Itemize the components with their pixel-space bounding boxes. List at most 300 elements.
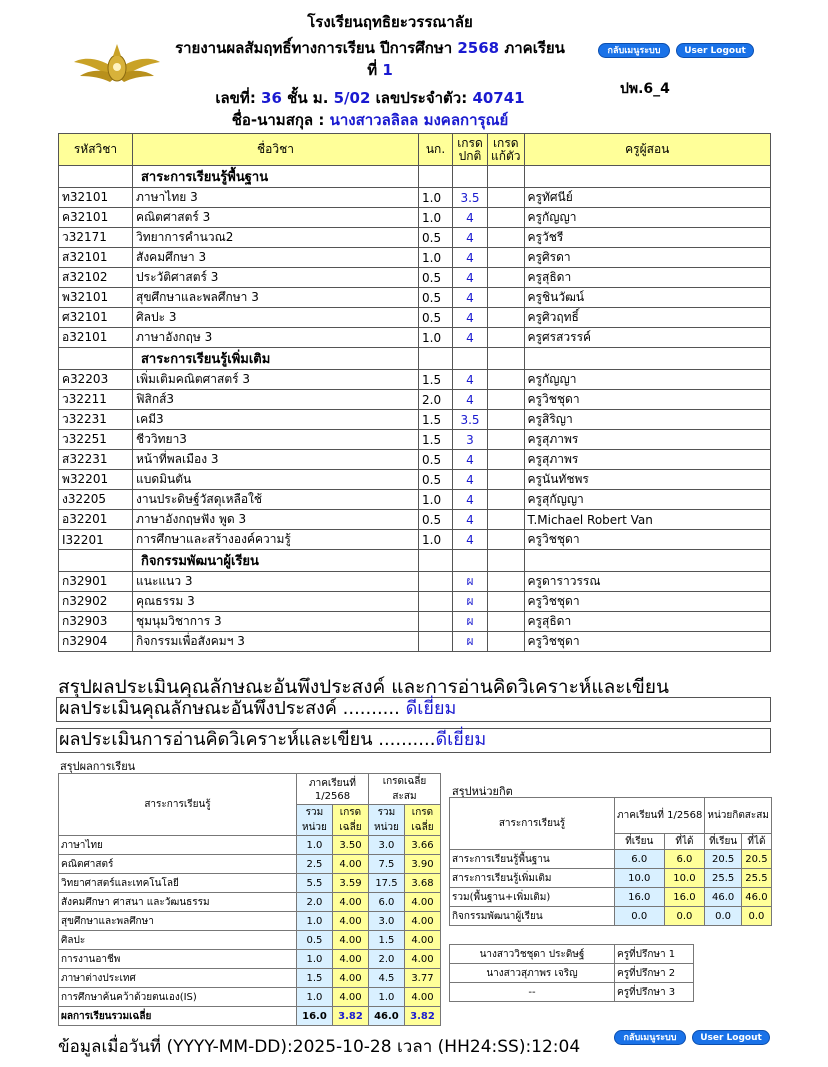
term-gpa: 3.82 [332, 1007, 368, 1026]
credit-cell [419, 348, 453, 370]
col-teacher: ครูผู้สอน [524, 134, 770, 166]
credit: 1.0 [419, 490, 453, 510]
teacher: T.Michael Robert Van [524, 510, 770, 530]
subject-name: ประวัติศาสตร์ 3 [133, 268, 419, 288]
regrade [488, 612, 525, 632]
acc-units: 6.0 [368, 893, 404, 912]
teacher: ครูกัญญา [524, 208, 770, 228]
footer-timestamp: ข้อมูลเมื่อวันที่ (YYYY-MM-DD):2025-10-28 เวลา (HH24:SS):12:04 [58, 1037, 581, 1057]
table-row [59, 612, 771, 632]
teacher: ครูนันทัชพร [524, 470, 770, 490]
subject-code: อ32101 [59, 328, 133, 348]
grade: 3.5 [453, 188, 488, 208]
credit: 1.0 [419, 328, 453, 348]
units-subject: สาระการเรียนรู้พื้นฐาน [450, 850, 615, 869]
summary-subject: ภาษาต่างประเทศ [59, 969, 297, 988]
regrade [488, 370, 525, 390]
grade: 4 [453, 328, 488, 348]
teacher: ครูวิชชุดา [524, 632, 770, 652]
credit [419, 612, 453, 632]
acc-gpa: 3.68 [404, 874, 440, 893]
summary-subject: วิทยาศาสตร์และเทคโนโลยี [59, 874, 297, 893]
char-assessment: ผลประเมินคุณลักษณะอันพึงประสงค์ .......... ดีเยี่ยม [56, 697, 771, 722]
term-gpa: 4.00 [332, 912, 368, 931]
subject-name: เพิ่มเติมคณิตศาสตร์ 3 [133, 370, 419, 390]
grade-cell [453, 348, 488, 370]
teacher: ครูศรสวรรค์ [524, 328, 770, 348]
table-row [59, 208, 771, 228]
table-row [59, 592, 771, 612]
grade: 4 [453, 370, 488, 390]
sum-h-gpa1: เกรด เฉลี่ย [332, 805, 368, 836]
credit [419, 572, 453, 592]
summary-row [59, 969, 441, 988]
grade: 4 [453, 208, 488, 228]
table-row [59, 430, 771, 450]
grade: 4 [453, 390, 488, 410]
term-units: 5.5 [297, 874, 333, 893]
subject-name: หน้าที่พลเมือง 3 [133, 450, 419, 470]
term-gpa: 4.00 [332, 950, 368, 969]
subject-name: ศิลปะ 3 [133, 308, 419, 328]
regrade [488, 208, 525, 228]
term-line: ที่ 1 [367, 61, 393, 79]
term-gpa: 3.50 [332, 836, 368, 855]
subject-code: พ32201 [59, 470, 133, 490]
table-row [59, 248, 771, 268]
teacher: ครูสิริญา [524, 410, 770, 430]
summary-subject: สุขศึกษาและพลศึกษา [59, 912, 297, 931]
subject-name: คุณธรรม 3 [133, 592, 419, 612]
acc-units: 7.5 [368, 855, 404, 874]
credit: 0.5 [419, 268, 453, 288]
student-info-line: เลขที่: 36 ชั้น ม. 5/02 เลขประจำตัว: 40741 [215, 89, 525, 107]
term-got: 10.0 [664, 869, 705, 888]
regrade [488, 572, 525, 592]
units-subject: สาระการเรียนรู้เพิ่มเติม [450, 869, 615, 888]
subject-code: ส32231 [59, 450, 133, 470]
school-name: โรงเรียนฤทธิยะวรรณาลัย [307, 13, 473, 31]
summary-subject: ศิลปะ [59, 931, 297, 950]
acc-units: 3.0 [368, 836, 404, 855]
advisor-role: ครูที่ปรึกษา 3 [615, 983, 694, 1002]
summary-subject: ผลการเรียนรวมเฉลี่ย [59, 1007, 297, 1026]
subject-name: สังคมศึกษา 3 [133, 248, 419, 268]
credit: 2.0 [419, 390, 453, 410]
assessment-title: สรุปผลประเมินคุณลักษณะอันพึงประสงค์ และการอ่านคิดวิเคราะห์และเขียน [58, 676, 670, 698]
empty-cell [59, 348, 133, 370]
empty-cell [59, 166, 133, 188]
grade-cell [453, 550, 488, 572]
summary-row [59, 912, 441, 931]
acc-gpa: 3.77 [404, 969, 440, 988]
units-table [449, 797, 772, 926]
term-got: 6.0 [664, 850, 705, 869]
credit: 0.5 [419, 470, 453, 490]
credit: 1.5 [419, 410, 453, 430]
subject-code: ว32231 [59, 410, 133, 430]
term-units: 1.0 [297, 912, 333, 931]
term-units: 1.0 [297, 988, 333, 1007]
subject-name: แบดมินตัน [133, 470, 419, 490]
grade-cell [453, 166, 488, 188]
credit: 1.5 [419, 430, 453, 450]
term-study: 10.0 [615, 869, 665, 888]
regrade [488, 430, 525, 450]
teacher: ครูวิชชุดา [524, 390, 770, 410]
col-regrade: เกรด แก้ตัว [488, 134, 525, 166]
subject-code: ก32902 [59, 592, 133, 612]
subject-code: อ32201 [59, 510, 133, 530]
term-units: 16.0 [297, 1007, 333, 1026]
regrade [488, 328, 525, 348]
summary-title: สรุปผลการเรียน [60, 760, 136, 773]
summary-subject: การงานอาชีพ [59, 950, 297, 969]
term-gpa: 4.00 [332, 855, 368, 874]
units-row [450, 850, 772, 869]
grade: 4 [453, 268, 488, 288]
teacher: ครูดาราวรรณ [524, 572, 770, 592]
regrade [488, 510, 525, 530]
advisor-role: ครูที่ปรึกษา 2 [615, 964, 694, 983]
subject-name: ภาษาอังกฤษฟัง พูด 3 [133, 510, 419, 530]
regrade [488, 268, 525, 288]
unit-h-study2: ที่เรียน [705, 834, 742, 850]
acc-study: 25.5 [705, 869, 742, 888]
teacher: ครูสุธิดา [524, 612, 770, 632]
acc-study: 46.0 [705, 888, 742, 907]
credit: 1.0 [419, 208, 453, 228]
term-study: 0.0 [615, 907, 665, 926]
form-code: ปพ.6_4 [620, 81, 670, 97]
summary-row [59, 893, 441, 912]
subject-code: ค32101 [59, 208, 133, 228]
regrade [488, 450, 525, 470]
acc-gpa: 4.00 [404, 912, 440, 931]
section-title: สาระการเรียนรู้เพิ่มเติม [133, 348, 419, 370]
subject-name: เคมี3 [133, 410, 419, 430]
regrade [488, 188, 525, 208]
acc-study: 20.5 [705, 850, 742, 869]
regrade [488, 490, 525, 510]
regrade [488, 410, 525, 430]
unit-h-acc: หน่วยกิตสะสม [705, 798, 772, 834]
credit: 1.0 [419, 188, 453, 208]
table-row [59, 308, 771, 328]
units-row [450, 888, 772, 907]
subject-code: ก32904 [59, 632, 133, 652]
acc-gpa: 4.00 [404, 988, 440, 1007]
teacher-cell [524, 550, 770, 572]
sum-h-units2: รวม หน่วย [368, 805, 404, 836]
subject-code: ก32903 [59, 612, 133, 632]
table-row [59, 530, 771, 550]
subject-name: แนะแนว 3 [133, 572, 419, 592]
subject-code: ก32901 [59, 572, 133, 592]
logout-button[interactable]: User Logout [676, 43, 754, 58]
teacher: ครูชินวัฒน์ [524, 288, 770, 308]
term-units: 1.0 [297, 836, 333, 855]
table-row [59, 490, 771, 510]
summary-subject: ภาษาไทย [59, 836, 297, 855]
sum-h-gpa2: เกรด เฉลี่ย [404, 805, 440, 836]
acc-gpa: 4.00 [404, 950, 440, 969]
acc-units: 1.5 [368, 931, 404, 950]
summary-row [59, 836, 441, 855]
empty-cell [59, 550, 133, 572]
teacher: ครูสุกัญญา [524, 490, 770, 510]
subject-code: ว32171 [59, 228, 133, 248]
regrade [488, 248, 525, 268]
teacher: ครูสุภาพร [524, 450, 770, 470]
credit [419, 632, 453, 652]
acc-units: 2.0 [368, 950, 404, 969]
table-row [59, 632, 771, 652]
subject-code: ว32211 [59, 390, 133, 410]
sum-h-subject: สาระการเรียนรู้ [59, 774, 297, 836]
term-gpa: 4.00 [332, 931, 368, 950]
regrade [488, 632, 525, 652]
summary-row [59, 988, 441, 1007]
grade: ผ [453, 632, 488, 652]
units-subject: กิจกรรมพัฒนาผู้เรียน [450, 907, 615, 926]
grade: 3 [453, 430, 488, 450]
subject-name: ชีววิทยา3 [133, 430, 419, 450]
regrade-cell [488, 550, 525, 572]
teacher: ครูสุธิดา [524, 268, 770, 288]
teacher: ครูศิรดา [524, 248, 770, 268]
summary-row [59, 874, 441, 893]
credit: 0.5 [419, 450, 453, 470]
acc-got: 46.0 [741, 888, 771, 907]
grade-table [58, 133, 771, 652]
sum-h-term: ภาคเรียนที่ 1/2568 [297, 774, 369, 805]
credit-cell [419, 550, 453, 572]
acc-got: 25.5 [741, 869, 771, 888]
subject-code: ท32101 [59, 188, 133, 208]
teacher: ครูทัศนีย์ [524, 188, 770, 208]
grade: ผ [453, 592, 488, 612]
credit: 1.0 [419, 530, 453, 550]
credit [419, 592, 453, 612]
regrade [488, 308, 525, 328]
acc-units: 46.0 [368, 1007, 404, 1026]
sum-h-acc: เกรดเฉลี่ย สะสม [368, 774, 440, 805]
teacher: ครูกัญญา [524, 370, 770, 390]
report-title: รายงานผลสัมฤทธิ์ทางการเรียน ปีการศึกษา 2568 ภาคเรียน [175, 39, 565, 57]
credit: 0.5 [419, 510, 453, 530]
table-row [59, 188, 771, 208]
subject-code: ว32251 [59, 430, 133, 450]
summary-subject: การศึกษาค้นคว้าด้วยตนเอง(IS) [59, 988, 297, 1007]
unit-h-subject: สาระการเรียนรู้ [450, 798, 615, 850]
teacher: ครูวิชชุดา [524, 592, 770, 612]
table-row [59, 268, 771, 288]
grade: 4 [453, 470, 488, 490]
units-subject: รวม(พื้นฐาน+เพิ่มเติม) [450, 888, 615, 907]
summary-row [59, 1007, 441, 1026]
teacher: ครูวัชรี [524, 228, 770, 248]
credit-cell [419, 166, 453, 188]
table-row [59, 288, 771, 308]
unit-h-got1: ที่ได้ [664, 834, 705, 850]
table-row [59, 328, 771, 348]
footer-menu-button[interactable]: กลับเมนูระบบ [614, 1030, 686, 1045]
table-row [59, 390, 771, 410]
advisor-row [450, 983, 694, 1002]
subject-code: ค32203 [59, 370, 133, 390]
subject-name: งานประดิษฐ์วัสดุเหลือใช้ [133, 490, 419, 510]
col-code: รหัสวิชา [59, 134, 133, 166]
regrade [488, 390, 525, 410]
credit: 0.5 [419, 288, 453, 308]
school-emblem-logo [72, 40, 162, 90]
teacher-cell [524, 348, 770, 370]
subject-name: ชุมนุมวิชาการ 3 [133, 612, 419, 632]
section-row [59, 348, 771, 370]
table-row [59, 510, 771, 530]
acc-got: 0.0 [741, 907, 771, 926]
advisor-role: ครูที่ปรึกษา 1 [615, 945, 694, 964]
acc-gpa: 4.00 [404, 931, 440, 950]
table-row [59, 228, 771, 248]
read-assessment: ผลประเมินการอ่านคิดวิเคราะห์และเขียน ..........ดีเยี่ยม [56, 728, 771, 753]
subject-code: ส32102 [59, 268, 133, 288]
regrade [488, 592, 525, 612]
teacher-cell [524, 166, 770, 188]
advisor-table [449, 944, 694, 1002]
regrade-cell [488, 348, 525, 370]
advisor-name: นางสาวสุภาพร เจริญ [450, 964, 615, 983]
advisor-name: -- [450, 983, 615, 1002]
regrade-cell [488, 166, 525, 188]
term-study: 6.0 [615, 850, 665, 869]
acc-gpa: 3.66 [404, 836, 440, 855]
grade: 4 [453, 530, 488, 550]
units-title: สรุปหน่วยกิต [452, 785, 513, 798]
table-row [59, 572, 771, 592]
table-row [59, 370, 771, 390]
term-got: 0.0 [664, 907, 705, 926]
term-units: 2.5 [297, 855, 333, 874]
grade: 4 [453, 288, 488, 308]
units-row [450, 869, 772, 888]
summary-row [59, 931, 441, 950]
section-row [59, 166, 771, 188]
unit-h-got2: ที่ได้ [741, 834, 771, 850]
section-title: สาระการเรียนรู้พื้นฐาน [133, 166, 419, 188]
subject-name: ภาษาไทย 3 [133, 188, 419, 208]
credit: 1.0 [419, 248, 453, 268]
subject-code: I32201 [59, 530, 133, 550]
subject-name: คณิตศาสตร์ 3 [133, 208, 419, 228]
term-units: 2.0 [297, 893, 333, 912]
credit: 0.5 [419, 308, 453, 328]
acc-units: 1.0 [368, 988, 404, 1007]
subject-name: สุขศึกษาและพลศึกษา 3 [133, 288, 419, 308]
subject-code: ส32101 [59, 248, 133, 268]
acc-gpa: 4.00 [404, 893, 440, 912]
subject-name: กิจกรรมเพื่อสังคมฯ 3 [133, 632, 419, 652]
summary-subject: คณิตศาสตร์ [59, 855, 297, 874]
term-gpa: 4.00 [332, 988, 368, 1007]
term-units: 1.5 [297, 969, 333, 988]
advisor-name: นางสาววิชชุดา ประดิษฐ์ [450, 945, 615, 964]
acc-gpa: 3.82 [404, 1007, 440, 1026]
term-gpa: 3.59 [332, 874, 368, 893]
regrade [488, 288, 525, 308]
col-grade: เกรด ปกติ [453, 134, 488, 166]
grade: 3.5 [453, 410, 488, 430]
subject-name: วิทยาการคำนวณ2 [133, 228, 419, 248]
credit: 0.5 [419, 228, 453, 248]
term-units: 1.0 [297, 950, 333, 969]
student-name-line: ชื่อ-นามสกุล : นางสาวลลิลล มงคลการุณย์ [231, 111, 509, 129]
table-row [59, 450, 771, 470]
advisor-row [450, 945, 694, 964]
unit-h-study1: ที่เรียน [615, 834, 665, 850]
subject-name: การศึกษาและสร้างองค์ความรู้ [133, 530, 419, 550]
subject-name: ภาษาอังกฤษ 3 [133, 328, 419, 348]
acc-study: 0.0 [705, 907, 742, 926]
table-row [59, 410, 771, 430]
menu-button[interactable]: กลับเมนูระบบ [598, 43, 670, 58]
acc-got: 20.5 [741, 850, 771, 869]
grade: 4 [453, 490, 488, 510]
col-credit: นก. [419, 134, 453, 166]
col-subject: ชื่อวิชา [133, 134, 419, 166]
sum-h-units1: รวม หน่วย [297, 805, 333, 836]
credit: 1.5 [419, 370, 453, 390]
regrade [488, 228, 525, 248]
acc-units: 4.5 [368, 969, 404, 988]
grade: ผ [453, 612, 488, 632]
grade: 4 [453, 450, 488, 470]
grade: 4 [453, 308, 488, 328]
summary-row [59, 950, 441, 969]
advisor-row [450, 964, 694, 983]
units-row [450, 907, 772, 926]
summary-table [58, 773, 441, 1026]
term-study: 16.0 [615, 888, 665, 907]
table-row [59, 470, 771, 490]
teacher: ครูสุภาพร [524, 430, 770, 450]
acc-gpa: 3.90 [404, 855, 440, 874]
acc-units: 3.0 [368, 912, 404, 931]
term-got: 16.0 [664, 888, 705, 907]
section-row [59, 550, 771, 572]
regrade [488, 530, 525, 550]
grade: ผ [453, 572, 488, 592]
term-gpa: 4.00 [332, 969, 368, 988]
summary-row [59, 855, 441, 874]
grade: 4 [453, 248, 488, 268]
footer-logout-button[interactable]: User Logout [692, 1030, 770, 1045]
acc-units: 17.5 [368, 874, 404, 893]
subject-code: ง32205 [59, 490, 133, 510]
regrade [488, 470, 525, 490]
grade: 4 [453, 510, 488, 530]
term-units: 0.5 [297, 931, 333, 950]
subject-code: ศ32101 [59, 308, 133, 328]
summary-subject: สังคมศึกษา ศาสนา และวัฒนธรรม [59, 893, 297, 912]
unit-h-term: ภาคเรียนที่ 1/2568 [615, 798, 705, 834]
subject-name: ฟิสิกส์3 [133, 390, 419, 410]
subject-code: พ32101 [59, 288, 133, 308]
section-title: กิจกรรมพัฒนาผู้เรียน [133, 550, 419, 572]
teacher: ครูศิวฤทธิ์ [524, 308, 770, 328]
term-gpa: 4.00 [332, 893, 368, 912]
